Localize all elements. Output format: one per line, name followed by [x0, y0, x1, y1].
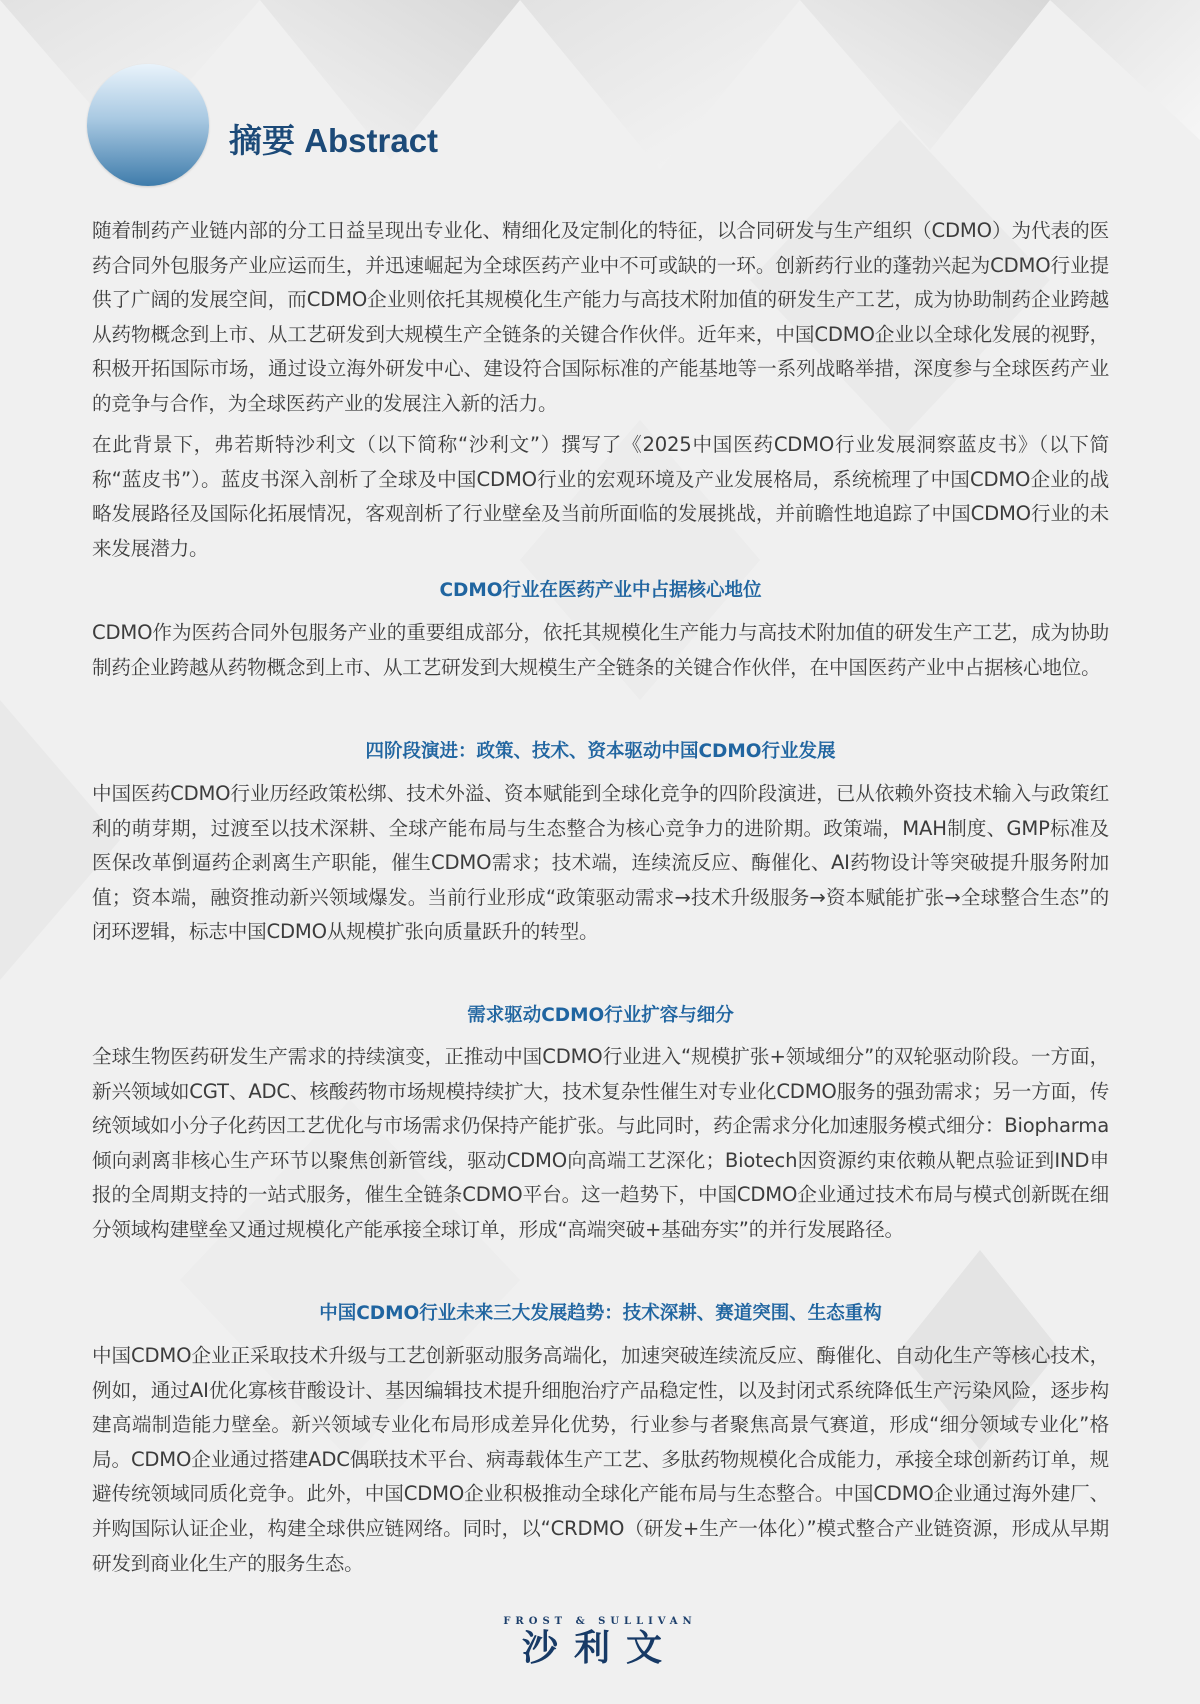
page-title: 摘要 Abstract [229, 122, 439, 159]
section-body-future-trends: 中国CDMO企业正采取技术升级与工艺创新驱动服务高端化，加速突破连续流反应、酶催化、自动化生产等核心技术，例如，通过AI优化寡核苷酸设计、基因编辑技术提升细胞治疗产品稳定性，以及封闭式系统降低生产污染风险，逐步构建高端制造能力壁垒。新兴领域专业化布局形成差异化优势，行业参与者聚焦高景气赛道，形成“细分领域专业化”格局。CDMO企业通过搭建ADC偶联技术平台、病毒载体生产工艺、多肽药物规模化合成能力，承接全球创新药订单，规避传统领域同质化竞争。此外，中国CDMO企业积极推动全球化产能布局与生态整合。中国CDMO企业通过海外建厂、并购国际认证企业，构建全球供应链网络。同时，以“CRDMO（研发+生产一体化）”模式整合产业链资源，形成从早期研发到商业化生产的服务生态。 [92, 1344, 1109, 1575]
section-body-core-position: CDMO作为医药合同外包服务产业的重要组成部分，依托其规模化生产能力与高技术附加值的研发生产工艺，成为协助制药企业跨越从药物概念到上市、从工艺研发到大规模生产全链条的关键合作伙伴，在中国医药产业中占据核心地位。 [92, 621, 1109, 679]
section-heading-future-trends: 中国CDMO行业未来三大发展趋势：技术深耕、赛道突围、生态重构 [319, 1303, 882, 1324]
logo-chinese-text: 沙利文 [521, 1628, 678, 1669]
section-heading-four-stages: 四阶段演进：政策、技术、资本驱动中国CDMO行业发展 [365, 741, 836, 762]
section-heading-core-position: CDMO行业在医药产业中占据核心地位 [439, 580, 762, 601]
section-heading-demand-driven: 需求驱动CDMO行业扩容与细分 [467, 1005, 734, 1026]
section-body-four-stages: 中国医药CDMO行业历经政策松绑、技术外溢、资本赋能到全球化竞争的四阶段演进，已从依赖外资技术输入与政策红利的萌芽期，过渡至以技术深耕、全球产能布局与生态整合为核心竞争力的进阶期。政策端，MAH制度、GMP标准及医保改革倒逼药企剥离生产职能，催生CDMO需求；技术端，连续流反应、酶催化、AI药物设计等突破提升服务附加值；资本端，融资推动新兴领域爆发。当前行业形成“政策驱动需求→技术升级服务→资本赋能扩张→全球整合生态”的闭环逻辑，标志中国CDMO从规模扩张向质量跃升的转型。 [92, 782, 1109, 944]
intro-paragraph-1: 随着制药产业链内部的分工日益呈现出专业化、精细化及定制化的特征，以合同研发与生产组织（CDMO）为代表的医药合同外包服务产业应运而生，并迅速崛起为全球医药产业中不可或缺的一环。创新药行业的蓬勃兴起为CDMO行业提供了广阔的发展空间，而CDMO企业则依托其规模化生产能力与高技术附加值的研发生产工艺，成为协助制药企业跨越从药物概念到上市、从工艺研发到大规模生产全链条的关键合作伙伴。近年来，中国CDMO企业以全球化发展的视野，积极开拓国际市场，通过设立海外研发中心、建设符合国际标准的产能基地等一系列战略举措，深度参与全球医药产业的竞争与合作，为全球医药产业的发展注入新的活力。 [92, 219, 1109, 415]
intro-paragraph-2: 在此背景下，弗若斯特沙利文（以下简称“沙利文”）撰写了《2025中国医药CDMO行业发展洞察蓝皮书》（以下简称“蓝皮书”）。蓝皮书深入剖析了全球及中国CDMO行业的宏观环境及产业发展格局，系统梳理了中国CDMO企业的战略发展路径及国际化拓展情况，客观剖析了行业壁垒及当前所面临的发展挑战，并前瞻性地追踪了中国CDMO行业的未来发展潜力。 [92, 433, 1109, 560]
logo-english-text: FROST & SULLIVAN [503, 1616, 697, 1627]
section-body-demand-driven: 全球生物医药研发生产需求的持续演变，正推动中国CDMO行业进入“规模扩张+领域细分”的双轮驱动阶段。一方面，新兴领域如CGT、ADC、核酸药物市场规模持续扩大，技术复杂性催生对专业化CDMO服务的强劲需求；另一方面，传统领域如小分子化药因工艺优化与市场需求仍保持产能扩张。与此同时，药企需求分化加速服务模式细分：Biopharma倾向剥离非核心生产环节以聚焦创新管线，驱动CDMO向高端工艺深化；Biotech因资源约束依赖从靶点验证到IND申报的全周期支持的一站式服务，催生全链条CDMO平台。这一趋势下，中国CDMO企业通过技术布局与模式创新既在细分领域构建壁垒又通过规模化产能承接全球订单，形成“高端突破+基础夯实”的并行发展路径。 [92, 1045, 1109, 1241]
decorative-circle [87, 64, 209, 186]
frost-sullivan-logo [500, 1616, 700, 1669]
